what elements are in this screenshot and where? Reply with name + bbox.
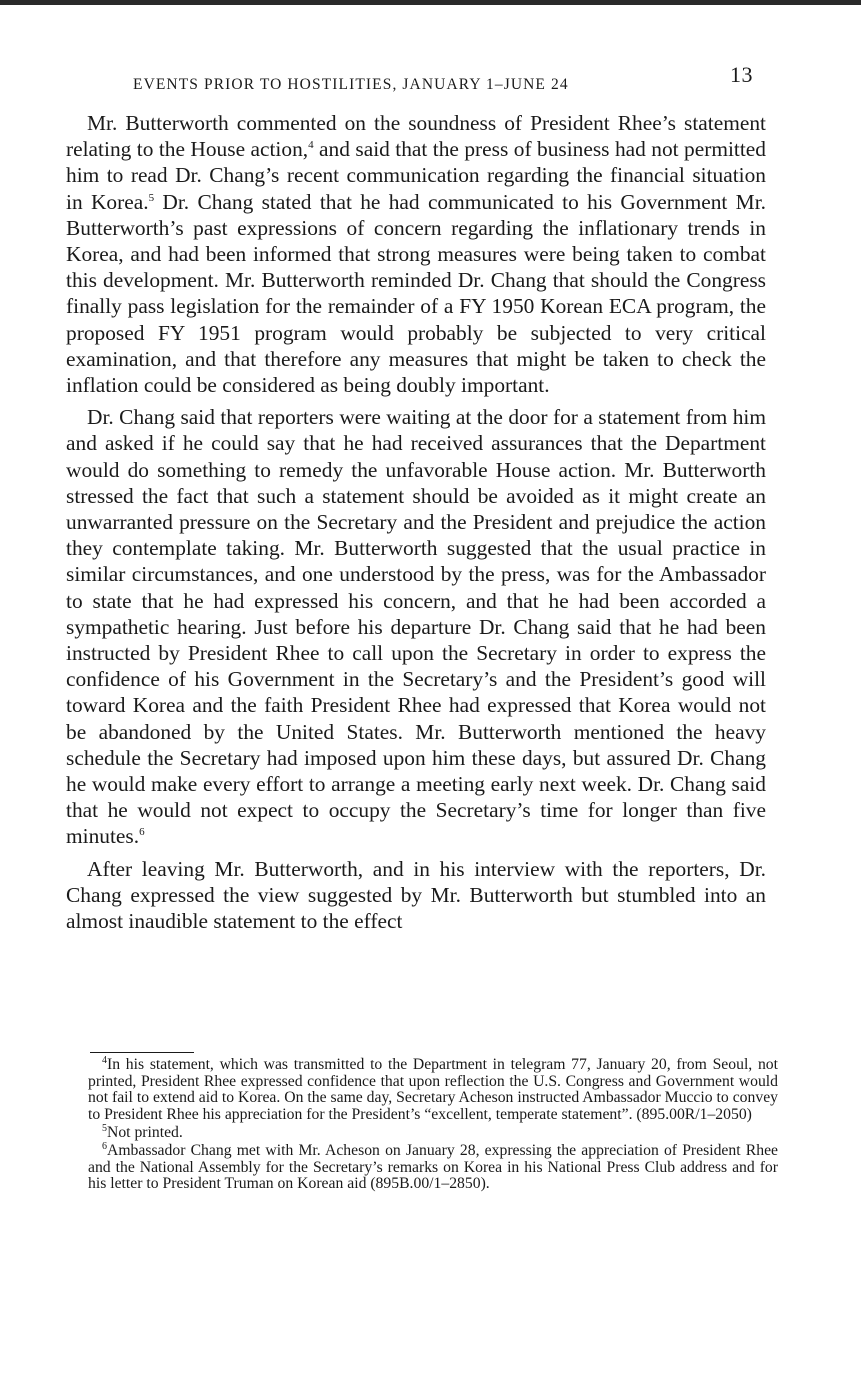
paragraph-1-text-a: Mr. Butterworth commented on the soundness of President Rhee’s statement relating to the House action, [66, 111, 766, 162]
footnotes [88, 1054, 778, 1193]
footnote-4-mark: 4 [102, 1054, 107, 1066]
page-number: 13 [730, 62, 753, 87]
body-text [66, 110, 766, 940]
running-head: EVENTS PRIOR TO HOSTILITIES, JANUARY 1–JUNE 24 [133, 76, 569, 93]
footnote-ref-6: 6 [139, 826, 145, 839]
paragraph-2-text: Dr. Chang said that reporters were waiting at the door for a statement from him and asked if he could say that he had received assurances that the Department would do something to remedy the unfavorable House action. Mr. Butterworth stressed the fact that such a statement should be avoided as it might create an unwarranted pressure on the Secretary and the President and prejudice the action they contemplate taking. Mr. Butterworth suggested that the usual practice in similar circumstances, and one understood by the press, was for the Ambassador to state that he had expressed his concern, and that he had been accorded a sympathetic hearing. Just before his departure Dr. Chang said that he had been instructed by President Rhee to call upon the Secretary in order to express the confidence of his Government in the Secretary’s and the President’s good will toward Korea and the faith President Rhee had expressed that Korea would not be abandoned by the United States. Mr. Butterworth mentioned the heavy schedule the Secretary had imposed upon him these days, but assured Dr. Chang he would make every effort to arrange a meeting early next week. Dr. Chang said that he would not expect to occupy the Secretary’s time for longer than five minutes. [66, 405, 766, 849]
footnote-4-text: In his statement, which was transmitted to the Department in telegram 77, January 20, from Seoul, not printed, President Rhee expressed confidence that upon reflection the U.S. Congress and Government would not fail to extend aid to Korea. On the same day, Secretary Acheson instructed Ambassador Muccio to convey to President Rhee his appreciation for the President’s “excellent, temperate statement”. (895.00R/1–2050) [88, 1056, 778, 1123]
footnote-5-mark: 5 [102, 1123, 107, 1135]
footnote-separator [90, 1052, 194, 1053]
footnote-5 [88, 1125, 778, 1142]
paragraph-2 [66, 404, 766, 849]
footnote-5-text: Not printed. [107, 1124, 183, 1142]
footnote-ref-4: 4 [308, 139, 314, 152]
footnote-6-text: Ambassador Chang met with Mr. Acheson on January 28, expressing the appreciation of President Rhee and the National Assembly for the Secretary’s remarks on Korea in his National Press Club address and for his letter to President Truman on Korean aid (895B.00/1–2850). [88, 1141, 778, 1193]
paragraph-1 [66, 110, 766, 398]
paragraph-3 [66, 856, 766, 935]
paragraph-3-text: After leaving Mr. Butterworth, and in his interview with the reporters, Dr. Chang expressed the view suggested by Mr. Butterworth but stumbled into an almost inaudible statement to the effect [66, 856, 766, 934]
page-header [133, 62, 753, 96]
paragraph-1-text-c: Dr. Chang stated that he had communicated to his Government Mr. Butterworth’s past expressions of concern regarding the inflationary trends in Korea, and had been informed that strong measures were being taken to combat this development. Mr. Butterworth reminded Dr. Chang that should the Congress finally pass legislation for the remainder of a FY 1950 Korean ECA program, the proposed FY 1951 program would probably be subjected to very critical examination, and that therefore any measures that might be taken to check the inflation could be considered as being doubly important. [66, 189, 766, 398]
footnote-6 [88, 1140, 778, 1193]
top-border-rule [0, 0, 861, 5]
paragraph-1-text-b: and said that the press of business had not permitted him to read Dr. Chang’s recent communication regarding the financial situation in Korea. [66, 137, 766, 214]
footnote-ref-5: 5 [148, 191, 155, 204]
footnote-4 [88, 1054, 778, 1123]
footnote-6-mark: 6 [102, 1140, 107, 1152]
